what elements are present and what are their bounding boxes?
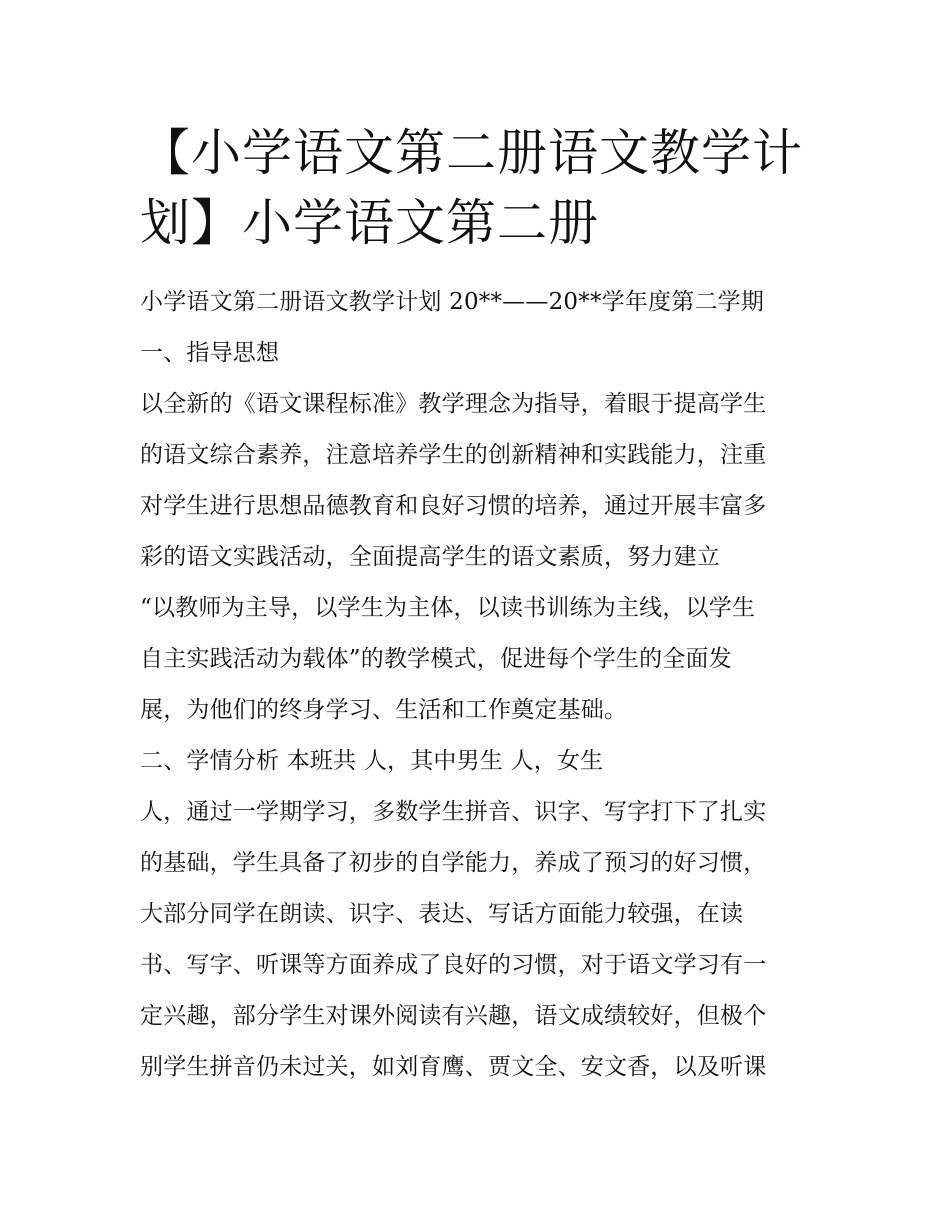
paragraph-line: 定兴趣，部分学生对课外阅读有兴趣，语文成绩较好，但极个 <box>140 1003 767 1029</box>
document-title <box>140 118 820 258</box>
paragraph-line: 书、写字、听课等方面养成了良好的习惯，对于语文学习有一 <box>140 952 767 978</box>
paragraph-line: 对学生进行思想品德教育和良好习惯的培养，通过开展丰富多 <box>140 493 767 519</box>
paragraph-line: 展，为他们的终身学习、生活和工作奠定基础。 <box>140 697 628 723</box>
paragraph-line: 别学生拼音仍未过关，如刘育鹰、贾文全、安文香，以及听课 <box>140 1054 767 1080</box>
paragraph-line: 彩的语文实践活动，全面提高学生的语文素质，努力建立 <box>140 544 720 570</box>
paragraph-line: 的语文综合素养，注意培养学生的创新精神和实践能力，注重 <box>140 442 767 468</box>
paragraph-line: 大部分同学在朗读、识字、表达、写话方面能力较强，在读 <box>140 901 744 927</box>
paragraph-line: 人，通过一学期学习，多数学生拼音、识字、写字打下了扎实 <box>140 799 767 825</box>
section-heading: 二、学情分析 本班共 人，其中男生 人，女生 <box>140 748 604 774</box>
document-body <box>140 279 830 1095</box>
title-line: 【小学语文第二册语文教学计 <box>140 124 803 182</box>
section-heading: 一、指导思想 <box>140 340 280 366</box>
paragraph-line: 以全新的《语文课程标准》教学理念为指导，着眼于提高学生 <box>140 391 767 417</box>
paragraph-line: 自主实践活动为载体”的教学模式，促进每个学生的全面发 <box>140 646 732 672</box>
paragraph-line: “以教师为主导，以学生为主体，以读书训练为主线，以学生 <box>140 595 756 621</box>
title-line: 划】小学语文第二册 <box>140 194 599 252</box>
paragraph-line: 的基础，学生具备了初步的自学能力，养成了预习的好习惯， <box>140 850 767 876</box>
subtitle-line: 小学语文第二册语文教学计划 20**——20**学年度第二学期 <box>140 289 765 315</box>
